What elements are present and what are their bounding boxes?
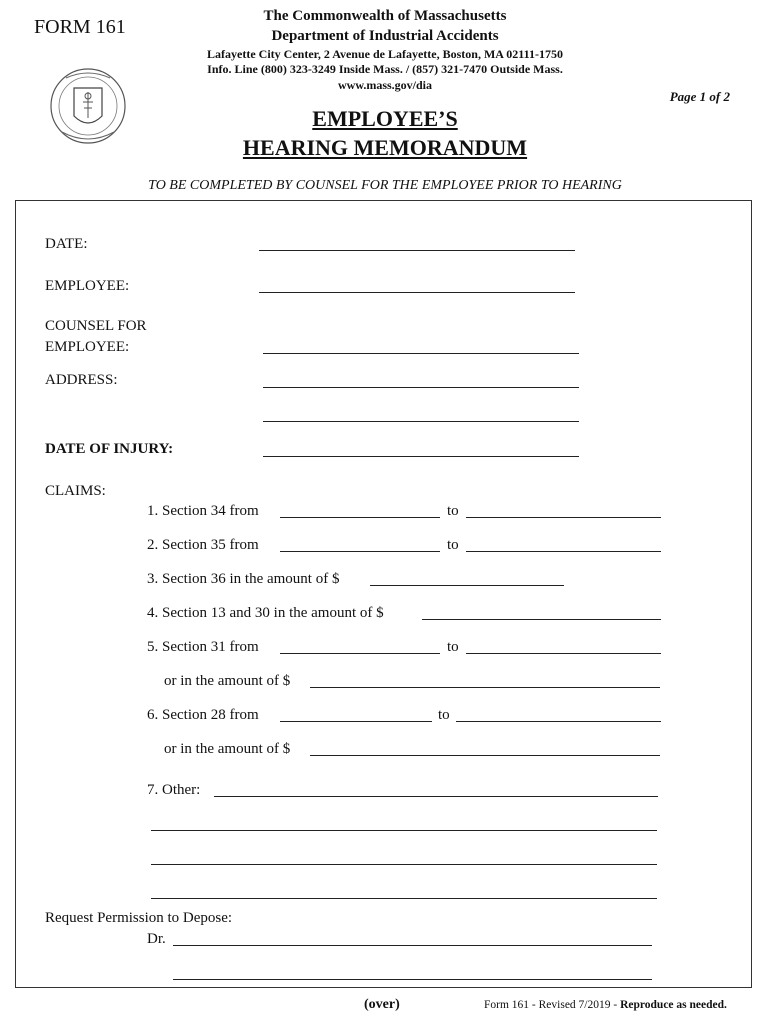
- form-number: FORM 161: [34, 16, 126, 38]
- claim-1-to-field[interactable]: [466, 517, 661, 518]
- counsel-field[interactable]: [263, 353, 579, 354]
- depose-label: Request Permission to Depose:: [45, 910, 233, 926]
- date-field[interactable]: [259, 250, 575, 251]
- address-label: ADDRESS:: [45, 372, 118, 388]
- claim-7-line4[interactable]: [151, 898, 657, 899]
- footer-revision: [484, 999, 727, 1011]
- claim-6-amount-label: or in the amount of $: [164, 741, 291, 757]
- page-number: Page 1 of 2: [669, 89, 730, 104]
- claims-label: CLAIMS:: [45, 483, 106, 499]
- claim-3-label: 3. Section 36 in the amount of $: [147, 571, 340, 587]
- employee-label: EMPLOYEE:: [45, 278, 130, 294]
- claim-5-amount-field[interactable]: [310, 687, 660, 688]
- claim-2-label: 2. Section 35 from: [147, 537, 259, 553]
- depose-dr-field-line2[interactable]: [173, 979, 652, 980]
- claim-6-to-field[interactable]: [456, 721, 661, 722]
- address-field-line2[interactable]: [263, 421, 579, 422]
- header-website: www.mass.gov/dia: [337, 78, 432, 92]
- date-of-injury-label: DATE OF INJURY:: [45, 441, 174, 457]
- claim-1-to-label: to: [447, 503, 459, 519]
- employee-field[interactable]: [259, 292, 575, 293]
- page-title-line1: EMPLOYEE’S: [312, 106, 458, 131]
- claim-4-amount-field[interactable]: [422, 619, 661, 620]
- claim-5-amount-label: or in the amount of $: [164, 673, 291, 689]
- footer-reproduce-text: Reproduce as needed.: [620, 999, 727, 1011]
- claim-3-amount-field[interactable]: [370, 585, 564, 586]
- claim-6-to-label: to: [438, 707, 450, 723]
- date-of-injury-field[interactable]: [263, 456, 579, 457]
- claim-7-line3[interactable]: [151, 864, 657, 865]
- claim-7-other-field[interactable]: [214, 796, 658, 797]
- footer-over: (over): [364, 997, 400, 1012]
- claim-4-label: 4. Section 13 and 30 in the amount of $: [147, 605, 384, 621]
- claim-1-from-field[interactable]: [280, 517, 440, 518]
- footer-revised-text: Form 161 - Revised 7/2019 -: [484, 999, 621, 1011]
- depose-dr-label: Dr.: [147, 931, 166, 947]
- claim-2-from-field[interactable]: [280, 551, 440, 552]
- claim-5-to-field[interactable]: [466, 653, 661, 654]
- header-commonwealth: The Commonwealth of Massachusetts: [263, 8, 507, 24]
- claim-5-to-label: to: [447, 639, 459, 655]
- address-field-line1[interactable]: [263, 387, 579, 388]
- header-address: Lafayette City Center, 2 Avenue de Lafayette, Boston, MA 02111-1750: [207, 47, 563, 61]
- claim-6-label: 6. Section 28 from: [147, 707, 259, 723]
- claim-5-label: 5. Section 31 from: [147, 639, 259, 655]
- claim-5-from-field[interactable]: [280, 653, 440, 654]
- claim-6-amount-field[interactable]: [310, 755, 660, 756]
- page-title-line2: HEARING MEMORANDUM: [242, 135, 528, 160]
- instructions-subtitle: TO BE COMPLETED BY COUNSEL FOR THE EMPLOYEE PRIOR TO HEARING: [148, 178, 622, 193]
- claim-1-label: 1. Section 34 from: [147, 503, 259, 519]
- counsel-label-line1: COUNSEL FOR: [45, 318, 147, 334]
- claim-6-from-field[interactable]: [280, 721, 432, 722]
- depose-dr-field[interactable]: [173, 945, 652, 946]
- counsel-label-line2: EMPLOYEE:: [45, 339, 130, 355]
- header-info-line: Info. Line (800) 323-3249 Inside Mass. / (857) 321-7470 Outside Mass.: [207, 62, 563, 76]
- claim-7-line2[interactable]: [151, 830, 657, 831]
- claim-2-to-field[interactable]: [466, 551, 661, 552]
- date-label: DATE:: [45, 236, 88, 252]
- claim-7-label: 7. Other:: [147, 782, 201, 798]
- claim-2-to-label: to: [447, 537, 459, 553]
- header-department: Department of Industrial Accidents: [271, 28, 499, 44]
